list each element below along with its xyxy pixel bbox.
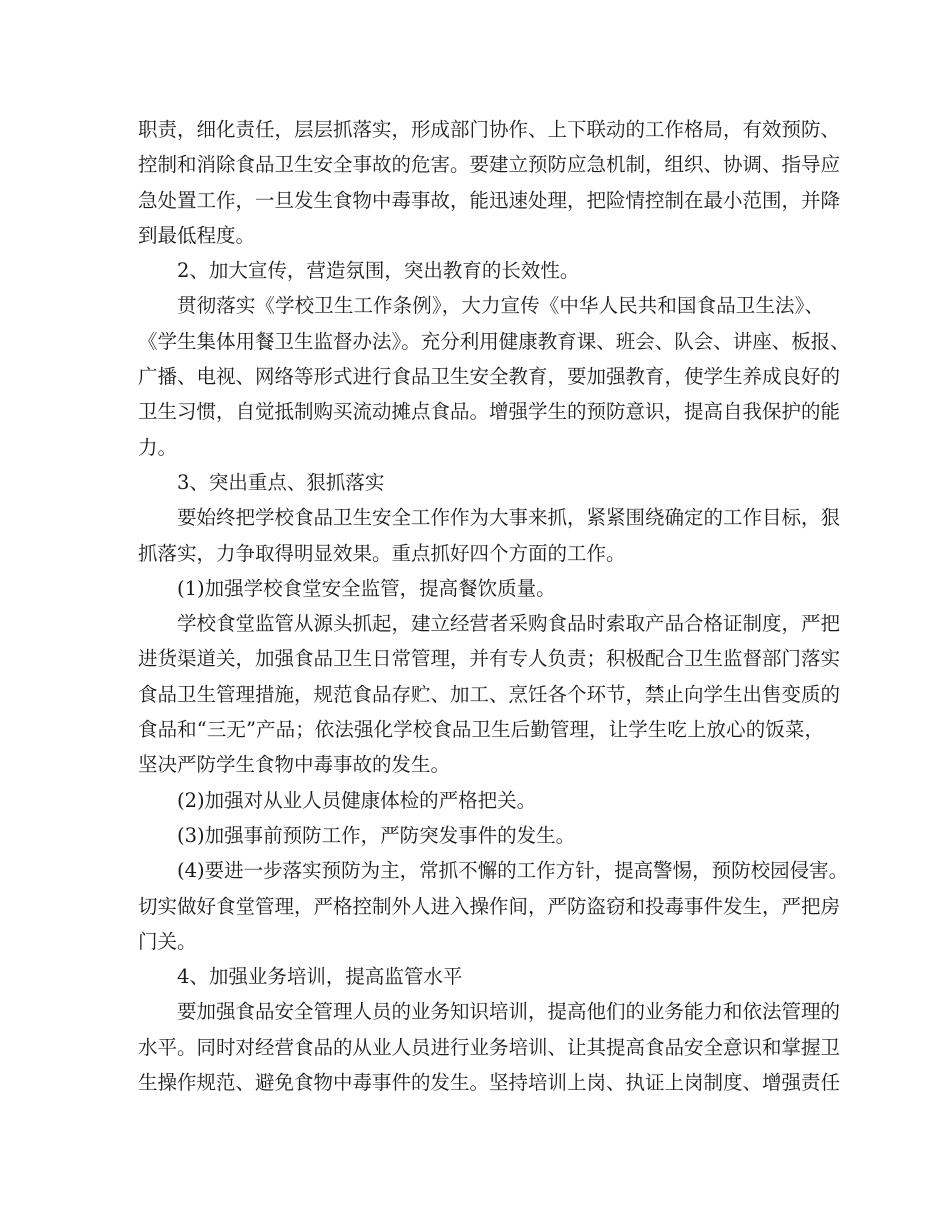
text-line: 抓落实，力争取得明显效果。重点抓好四个方面的工作。: [138, 541, 626, 565]
text-line: (2)加强对从业人员健康体检的严格把关。: [177, 788, 537, 812]
text-line: (1)加强学校食堂安全监管，提高餐饮质量。: [177, 576, 556, 600]
text-line: 水平。同时对经营食品的从业人员进行业务培训、让其提高食品安全意识和掌握卫: [138, 1035, 841, 1059]
text-line: 生操作规范、避免食物中毒事件的发生。坚持培训上岗、执证上岗制度、增强责任: [138, 1071, 841, 1095]
text-line: 到最低程度。: [138, 223, 256, 247]
text-line: (4)要进一步落实预防为主，常抓不懈的工作方针，提高警惕，预防校园侵害。: [177, 859, 849, 883]
text-line: 急处置工作，一旦发生食物中毒事故，能迅速处理，把险情控制在最小范围，并降: [138, 188, 841, 212]
text-line: 门关。: [138, 929, 197, 953]
text-line: (3)加强事前预防工作，严防突发事件的发生。: [177, 823, 576, 847]
text-line: 要始终把学校食品卫生安全工作作为大事来抓，紧紧围绕确定的工作目标，狠: [177, 506, 841, 530]
text-line: 职责，细化责任，层层抓落实，形成部门协作、上下联动的工作格局，有效预防、: [138, 118, 841, 141]
text-line: 坚决严防学生食物中毒事故的发生。: [138, 753, 451, 777]
document-body: [138, 112, 850, 1100]
text-line: 广播、电视、网络等形式进行食品卫生安全教育，要加强教育，使学生养成良好的: [138, 365, 841, 389]
text-line: 贯彻落实《学校卫生工作条例》，大力宣传《中华人民共和国食品卫生法》、: [177, 294, 824, 318]
text-line: 力。: [138, 435, 178, 459]
text-line: 《学生集体用餐卫生监督办法》。充分利用健康教育课、班会、队会、讲座、板报、: [138, 329, 850, 353]
text-line: 2、加大宣传，营造氛围，突出教育的长效性。: [177, 259, 580, 283]
text-line: 3、突出重点、狠抓落实: [177, 470, 385, 494]
text-line: 要加强食品安全管理人员的业务知识培训，提高他们的业务能力和依法管理的: [177, 1000, 841, 1024]
text-line: 卫生习惯，自觉抵制购买流动摊点食品。增强学生的预防意识，提高自我保护的能: [138, 400, 841, 424]
text-line: 食品和“三无”产品；依法强化学校食品卫生后勤管理，让学生吃上放心的饭菜，: [138, 718, 824, 742]
text-line: 切实做好食堂管理，严格控制外人进入操作间，严防盗窃和投毒事件发生，严把房: [138, 894, 841, 918]
text-line: 控制和消除食品卫生安全事故的危害。要建立预防应急机制，组织、协调、指导应: [138, 153, 841, 177]
text-line: 进货渠道关，加强食品卫生日常管理，并有专人负责；积极配合卫生监督部门落实: [138, 647, 841, 671]
text-line: 学校食堂监管从源头抓起，建立经营者采购食品时索取产品合格证制度，严把: [177, 612, 841, 636]
text-line: 4、加强业务培训，提高监管水平: [177, 965, 463, 989]
text-line: 食品卫生管理措施，规范食品存贮、加工、烹饪各个环节，禁止向学生出售变质的: [138, 682, 841, 706]
